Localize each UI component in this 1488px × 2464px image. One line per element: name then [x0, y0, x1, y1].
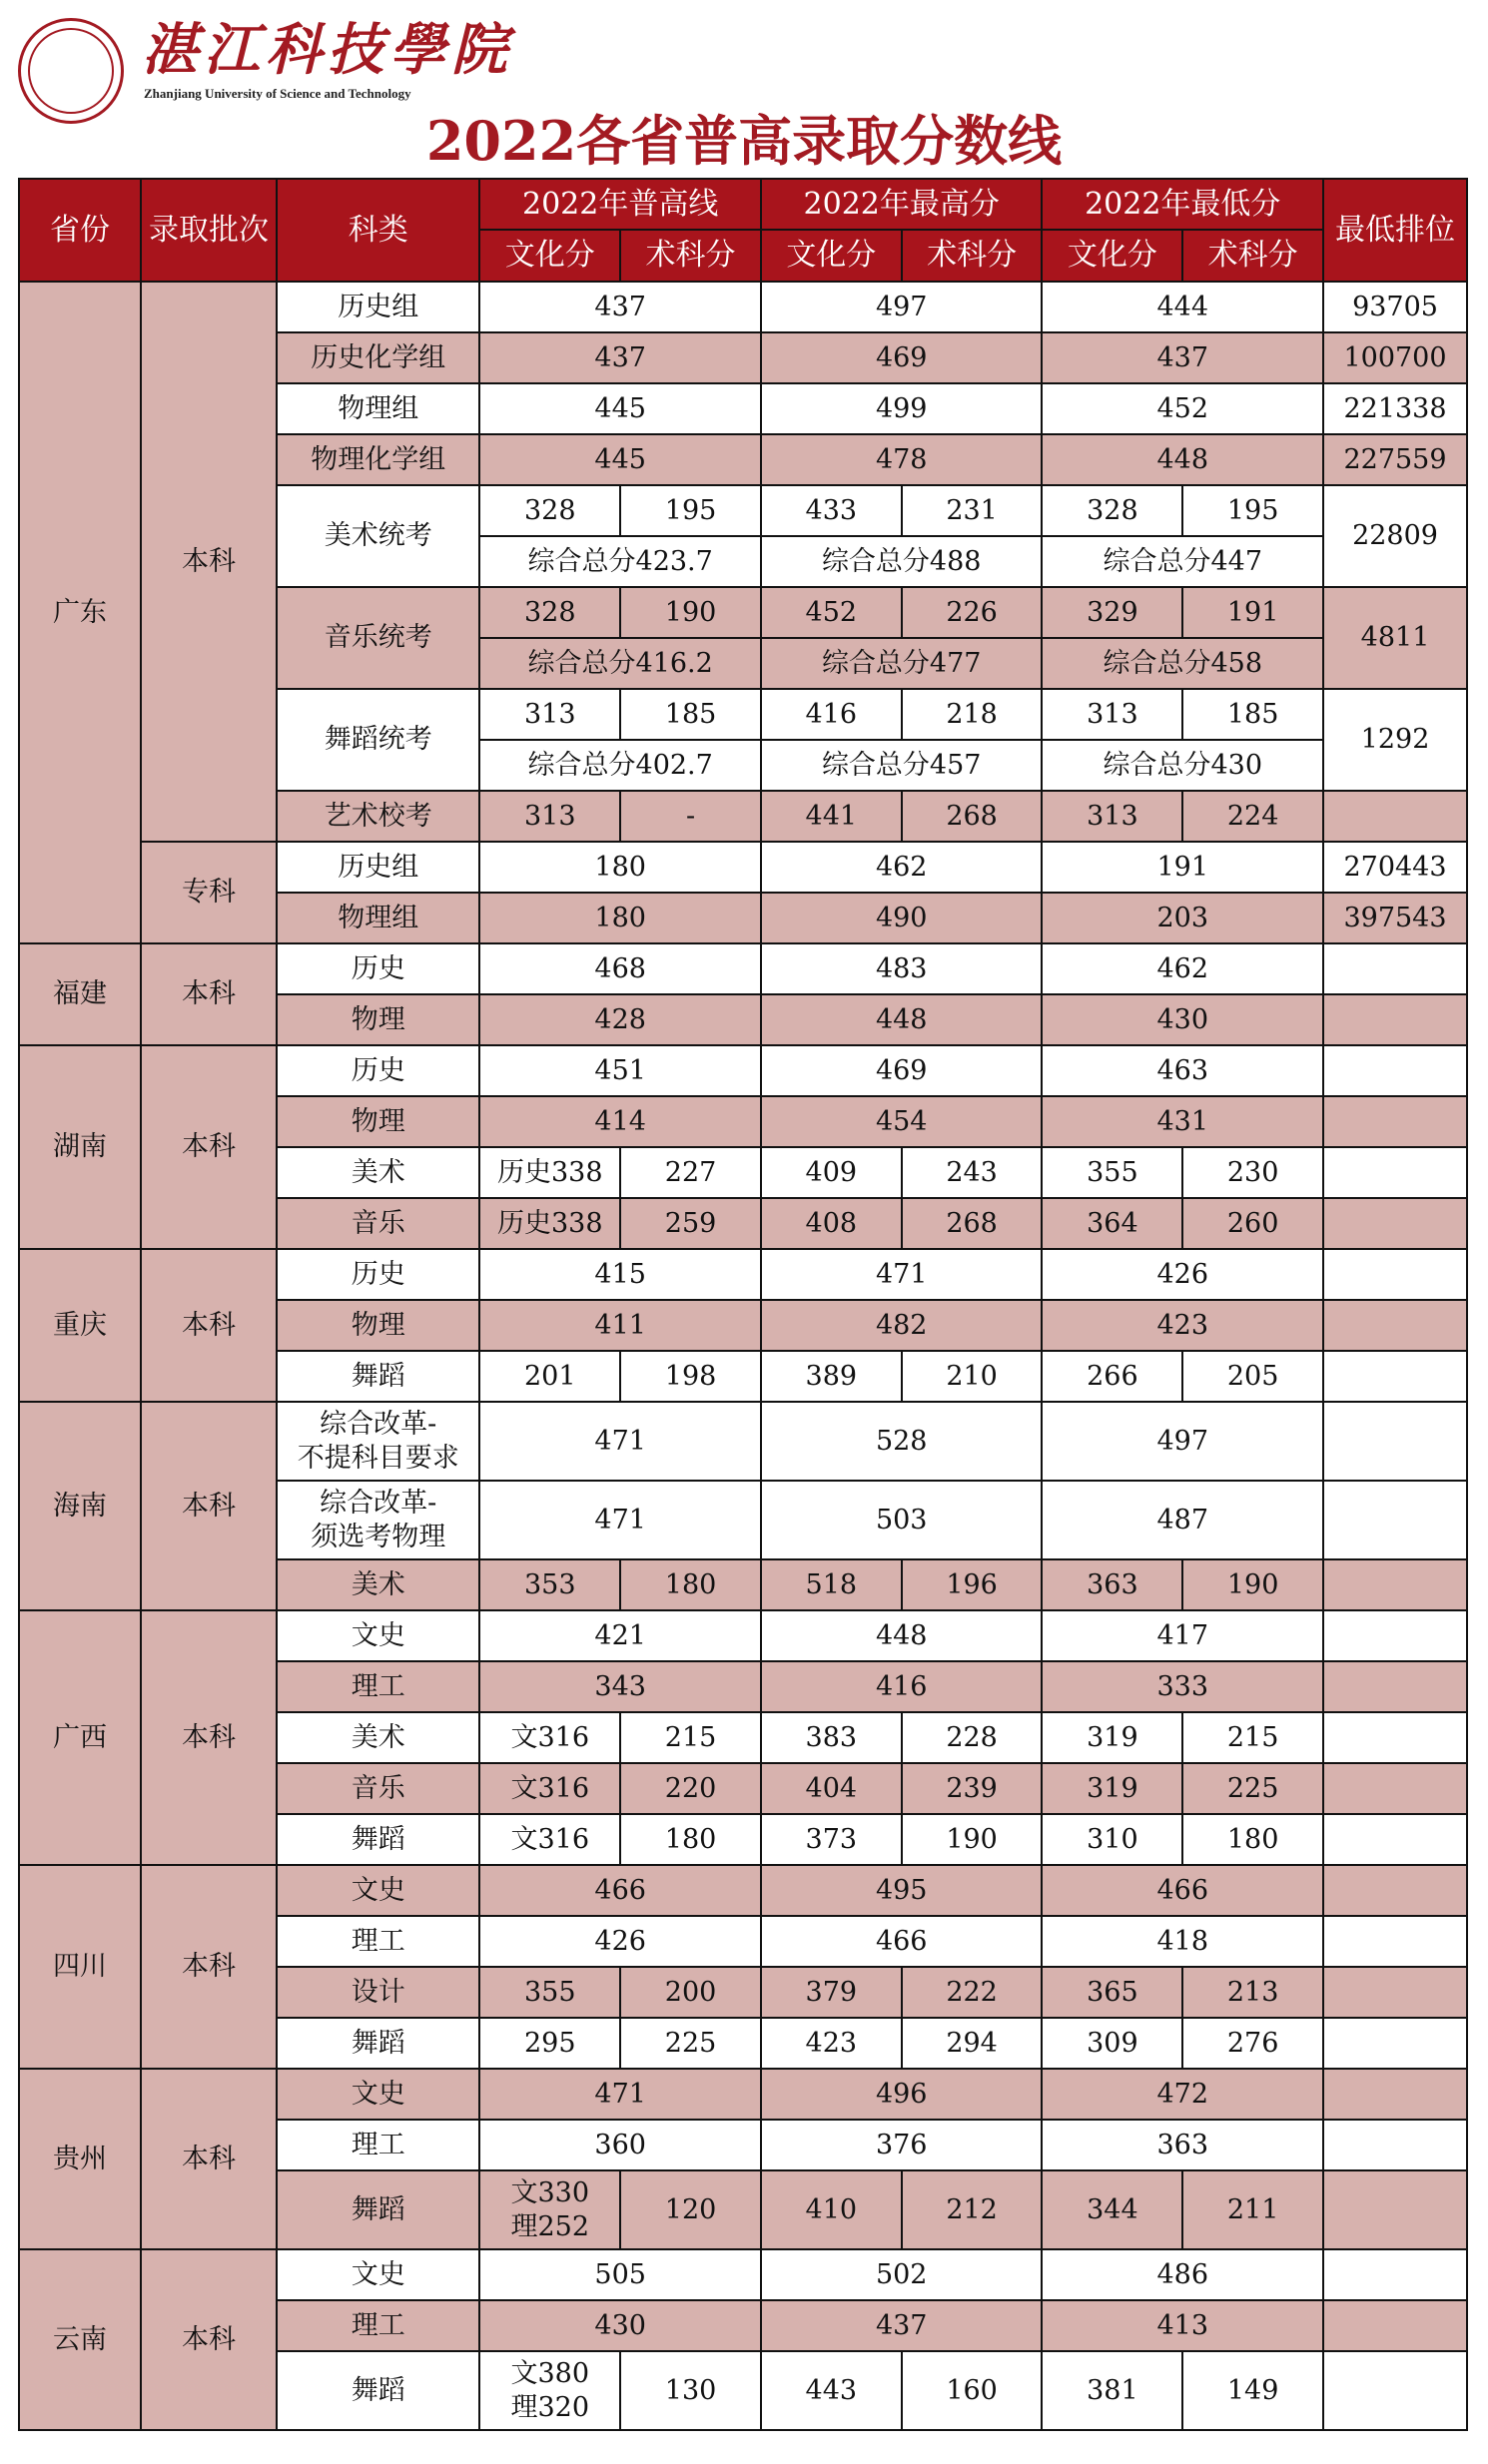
batch-cell: 本科 — [141, 943, 277, 1045]
baseline-score: 411 — [479, 1300, 761, 1351]
baseline-score: 471 — [479, 1402, 761, 1481]
highest-score: 478 — [761, 434, 1043, 485]
category-line: 不提科目要求 — [297, 1442, 459, 1474]
baseline-art: 200 — [620, 1967, 761, 2018]
baseline-culture: 历史338 — [479, 1198, 620, 1249]
category-cell: 美术 — [277, 1712, 479, 1763]
lowest-art: 185 — [1182, 689, 1323, 740]
category-cell: 音乐统考 — [277, 587, 479, 689]
lowest-score: 448 — [1042, 434, 1323, 485]
header-province: 省份 — [19, 179, 141, 282]
lowest-art: 195 — [1182, 485, 1323, 536]
province-cell: 四川 — [19, 1865, 141, 2069]
lowest-score: 437 — [1042, 332, 1323, 383]
baseline-art: 120 — [620, 2170, 761, 2249]
category-line: 综合改革- — [320, 1487, 437, 1519]
lowest-rank — [1323, 2170, 1467, 2249]
baseline-score: 421 — [479, 1610, 761, 1661]
highest-culture: 383 — [761, 1712, 902, 1763]
category-cell: 舞蹈 — [277, 2018, 479, 2069]
lowest-score: 497 — [1042, 1402, 1323, 1481]
lowest-art: 211 — [1182, 2170, 1323, 2249]
category-cell: 历史组 — [277, 282, 479, 332]
baseline-score: 471 — [479, 1481, 761, 1559]
baseline-culture — [479, 2170, 620, 2249]
lowest-rank — [1323, 943, 1467, 994]
lowest-score: 472 — [1042, 2069, 1323, 2120]
seal-ring — [28, 28, 114, 114]
lowest-score: 413 — [1042, 2300, 1323, 2351]
lowest-score: 426 — [1042, 1249, 1323, 1300]
baseline-art: 180 — [620, 1559, 761, 1610]
highest-art: 196 — [902, 1559, 1043, 1610]
highest-art: 294 — [902, 2018, 1043, 2069]
header-baseline-2022: 2022年普高线 — [479, 179, 761, 230]
lowest-rank: 100700 — [1323, 332, 1467, 383]
lowest-rank — [1323, 1351, 1467, 1402]
lowest-rank: 397543 — [1323, 893, 1467, 943]
category-cell: 舞蹈 — [277, 2351, 479, 2430]
lowest-rank — [1323, 1481, 1467, 1559]
lowest-culture: 319 — [1042, 1712, 1182, 1763]
lowest-total: 综合总分447 — [1042, 536, 1323, 587]
lowest-score: 418 — [1042, 1916, 1323, 1967]
lowest-rank — [1323, 1045, 1467, 1096]
baseline-total: 综合总分402.7 — [479, 740, 761, 791]
baseline-score: 426 — [479, 1916, 761, 1967]
lowest-culture: 310 — [1042, 1814, 1182, 1865]
lowest-rank — [1323, 994, 1467, 1045]
baseline-score: 445 — [479, 383, 761, 434]
highest-culture: 441 — [761, 791, 902, 842]
highest-art: 218 — [902, 689, 1043, 740]
highest-art: 160 — [902, 2351, 1043, 2430]
lowest-rank — [1323, 1559, 1467, 1610]
baseline-score: 415 — [479, 1249, 761, 1300]
baseline-culture: 328 — [479, 587, 620, 638]
batch-cell: 本科 — [141, 1045, 277, 1249]
lowest-rank — [1323, 2300, 1467, 2351]
category-cell: 文史 — [277, 2249, 479, 2300]
baseline-art: 215 — [620, 1712, 761, 1763]
header-art-score: 术科分 — [902, 230, 1043, 282]
baseline-art: 195 — [620, 485, 761, 536]
category-cell: 理工 — [277, 1661, 479, 1712]
lowest-rank: 93705 — [1323, 282, 1467, 332]
lowest-culture: 313 — [1042, 689, 1182, 740]
highest-culture: 373 — [761, 1814, 902, 1865]
highest-score: 499 — [761, 383, 1043, 434]
highest-art: 210 — [902, 1351, 1043, 1402]
lowest-culture: 355 — [1042, 1147, 1182, 1198]
highest-score: 466 — [761, 1916, 1043, 1967]
category-cell: 文史 — [277, 1610, 479, 1661]
highest-culture: 389 — [761, 1351, 902, 1402]
category-cell: 美术 — [277, 1559, 479, 1610]
header-lowest-2022: 2022年最低分 — [1042, 179, 1323, 230]
lowest-score: 452 — [1042, 383, 1323, 434]
lowest-art: 191 — [1182, 587, 1323, 638]
baseline-score: 180 — [479, 842, 761, 893]
baseline-art: 198 — [620, 1351, 761, 1402]
lowest-rank — [1323, 1198, 1467, 1249]
category-cell: 文史 — [277, 1865, 479, 1916]
header-art-score: 术科分 — [1182, 230, 1323, 282]
category-cell — [277, 1402, 479, 1481]
header-lowest-rank: 最低排位 — [1323, 179, 1467, 282]
highest-score: 497 — [761, 282, 1043, 332]
lowest-rank — [1323, 1712, 1467, 1763]
lowest-rank — [1323, 2120, 1467, 2170]
highest-art: 222 — [902, 1967, 1043, 2018]
batch-cell: 本科 — [141, 1865, 277, 2069]
highest-art: 268 — [902, 791, 1043, 842]
category-cell: 物理化学组 — [277, 434, 479, 485]
baseline-art: 220 — [620, 1763, 761, 1814]
baseline-culture: 文316 — [479, 1814, 620, 1865]
lowest-culture: 309 — [1042, 2018, 1182, 2069]
highest-total: 综合总分477 — [761, 638, 1043, 689]
category-line: 须选考物理 — [311, 1521, 446, 1552]
lowest-rank — [1323, 1763, 1467, 1814]
category-cell: 理工 — [277, 2120, 479, 2170]
baseline-score: 466 — [479, 1865, 761, 1916]
province-cell: 贵州 — [19, 2069, 141, 2249]
highest-score: 437 — [761, 2300, 1043, 2351]
culture-line: 文380 — [510, 2357, 590, 2389]
lowest-culture: 328 — [1042, 485, 1182, 536]
baseline-total: 综合总分423.7 — [479, 536, 761, 587]
university-english-name: Zhanjiang University of Science and Technology — [144, 86, 411, 101]
baseline-culture: 历史338 — [479, 1147, 620, 1198]
lowest-score: 417 — [1042, 1610, 1323, 1661]
highest-culture: 379 — [761, 1967, 902, 2018]
lowest-culture: 364 — [1042, 1198, 1182, 1249]
lowest-art: 149 — [1182, 2351, 1323, 2430]
lowest-rank — [1323, 2069, 1467, 2120]
batch-cell: 本科 — [141, 282, 277, 842]
lowest-culture: 365 — [1042, 1967, 1182, 2018]
lowest-rank — [1323, 1916, 1467, 1967]
baseline-score: 428 — [479, 994, 761, 1045]
batch-cell: 本科 — [141, 2069, 277, 2249]
baseline-score: 360 — [479, 2120, 761, 2170]
lowest-art: 215 — [1182, 1712, 1323, 1763]
lowest-rank: 227559 — [1323, 434, 1467, 485]
lowest-rank: 221338 — [1323, 383, 1467, 434]
lowest-rank — [1323, 1147, 1467, 1198]
baseline-culture: 文316 — [479, 1763, 620, 1814]
highest-score: 469 — [761, 1045, 1043, 1096]
lowest-rank — [1323, 1967, 1467, 2018]
highest-total: 综合总分457 — [761, 740, 1043, 791]
batch-cell: 本科 — [141, 1402, 277, 1610]
province-cell: 云南 — [19, 2249, 141, 2430]
lowest-score: 462 — [1042, 943, 1323, 994]
category-cell: 美术统考 — [277, 485, 479, 587]
category-cell: 历史组 — [277, 842, 479, 893]
lowest-culture: 266 — [1042, 1351, 1182, 1402]
category-cell: 舞蹈 — [277, 1814, 479, 1865]
highest-culture: 423 — [761, 2018, 902, 2069]
province-cell: 重庆 — [19, 1249, 141, 1402]
page-title: 2022各省普高录取分数线 — [425, 109, 1063, 173]
lowest-total: 综合总分458 — [1042, 638, 1323, 689]
category-cell: 物理 — [277, 994, 479, 1045]
lowest-culture: 363 — [1042, 1559, 1182, 1610]
category-cell: 艺术校考 — [277, 791, 479, 842]
baseline-score: 505 — [479, 2249, 761, 2300]
highest-score: 469 — [761, 332, 1043, 383]
lowest-rank: 1292 — [1323, 689, 1467, 791]
lowest-art: 260 — [1182, 1198, 1323, 1249]
lowest-score: 363 — [1042, 2120, 1323, 2170]
baseline-art: 190 — [620, 587, 761, 638]
category-cell: 历史 — [277, 943, 479, 994]
lowest-score: 203 — [1042, 893, 1323, 943]
category-cell: 物理 — [277, 1096, 479, 1147]
highest-total: 综合总分488 — [761, 536, 1043, 587]
highest-art: 268 — [902, 1198, 1043, 1249]
highest-score: 490 — [761, 893, 1043, 943]
lowest-total: 综合总分430 — [1042, 740, 1323, 791]
highest-art: 212 — [902, 2170, 1043, 2249]
lowest-rank — [1323, 1865, 1467, 1916]
category-cell: 物理组 — [277, 893, 479, 943]
lowest-rank — [1323, 791, 1467, 842]
baseline-culture: 295 — [479, 2018, 620, 2069]
lowest-art: 180 — [1182, 1814, 1323, 1865]
highest-score: 502 — [761, 2249, 1043, 2300]
university-name-logo: 湛江科技學院 — [142, 17, 513, 83]
batch-cell: 本科 — [141, 2249, 277, 2430]
culture-line: 理320 — [510, 2391, 590, 2423]
highest-art: 231 — [902, 485, 1043, 536]
page-header — [0, 0, 1488, 175]
baseline-art: - — [620, 791, 761, 842]
lowest-score: 487 — [1042, 1481, 1323, 1559]
highest-culture: 404 — [761, 1763, 902, 1814]
highest-culture: 408 — [761, 1198, 902, 1249]
province-cell: 广西 — [19, 1610, 141, 1865]
baseline-score: 451 — [479, 1045, 761, 1096]
batch-cell: 本科 — [141, 1249, 277, 1402]
highest-score: 483 — [761, 943, 1043, 994]
lowest-rank — [1323, 1661, 1467, 1712]
lowest-score: 463 — [1042, 1045, 1323, 1096]
lowest-rank — [1323, 1610, 1467, 1661]
lowest-art: 213 — [1182, 1967, 1323, 2018]
lowest-score: 444 — [1042, 282, 1323, 332]
baseline-art: 130 — [620, 2351, 761, 2430]
baseline-score: 468 — [479, 943, 761, 994]
highest-culture: 416 — [761, 689, 902, 740]
baseline-score: 180 — [479, 893, 761, 943]
lowest-score: 423 — [1042, 1300, 1323, 1351]
highest-score: 471 — [761, 1249, 1043, 1300]
baseline-art: 225 — [620, 2018, 761, 2069]
lowest-culture: 319 — [1042, 1763, 1182, 1814]
highest-score: 462 — [761, 842, 1043, 893]
lowest-rank — [1323, 1096, 1467, 1147]
category-cell: 音乐 — [277, 1198, 479, 1249]
baseline-total: 综合总分416.2 — [479, 638, 761, 689]
header-culture-score: 文化分 — [761, 230, 902, 282]
lowest-rank: 4811 — [1323, 587, 1467, 689]
category-cell: 设计 — [277, 1967, 479, 2018]
header-highest-2022: 2022年最高分 — [761, 179, 1043, 230]
highest-score: 496 — [761, 2069, 1043, 2120]
lowest-culture: 344 — [1042, 2170, 1182, 2249]
highest-score: 448 — [761, 1610, 1043, 1661]
header-category: 科类 — [277, 179, 479, 282]
province-cell: 广东 — [19, 282, 141, 943]
highest-art: 228 — [902, 1712, 1043, 1763]
category-cell: 舞蹈 — [277, 2170, 479, 2249]
header-batch: 录取批次 — [141, 179, 277, 282]
highest-score: 495 — [761, 1865, 1043, 1916]
baseline-score: 445 — [479, 434, 761, 485]
lowest-rank — [1323, 2249, 1467, 2300]
lowest-culture: 381 — [1042, 2351, 1182, 2430]
highest-score: 376 — [761, 2120, 1043, 2170]
lowest-art: 190 — [1182, 1559, 1323, 1610]
lowest-score: 466 — [1042, 1865, 1323, 1916]
highest-score: 448 — [761, 994, 1043, 1045]
lowest-score: 431 — [1042, 1096, 1323, 1147]
highest-culture: 410 — [761, 2170, 902, 2249]
lowest-score: 333 — [1042, 1661, 1323, 1712]
highest-art: 243 — [902, 1147, 1043, 1198]
lowest-score: 430 — [1042, 994, 1323, 1045]
category-cell: 文史 — [277, 2069, 479, 2120]
lowest-score: 191 — [1042, 842, 1323, 893]
lowest-rank — [1323, 1300, 1467, 1351]
baseline-score: 343 — [479, 1661, 761, 1712]
baseline-culture: 328 — [479, 485, 620, 536]
category-cell: 历史 — [277, 1045, 479, 1096]
baseline-culture: 313 — [479, 689, 620, 740]
province-cell: 湖南 — [19, 1045, 141, 1249]
baseline-culture: 353 — [479, 1559, 620, 1610]
baseline-score: 430 — [479, 2300, 761, 2351]
highest-score: 503 — [761, 1481, 1043, 1559]
lowest-score: 486 — [1042, 2249, 1323, 2300]
highest-score: 528 — [761, 1402, 1043, 1481]
baseline-culture: 文316 — [479, 1712, 620, 1763]
highest-culture: 433 — [761, 485, 902, 536]
highest-art: 239 — [902, 1763, 1043, 1814]
baseline-art: 227 — [620, 1147, 761, 1198]
category-cell: 舞蹈 — [277, 1351, 479, 1402]
baseline-art: 185 — [620, 689, 761, 740]
lowest-art: 225 — [1182, 1763, 1323, 1814]
batch-cell: 本科 — [141, 1610, 277, 1865]
lowest-rank: 22809 — [1323, 485, 1467, 587]
culture-line: 理252 — [510, 2210, 590, 2242]
lowest-rank: 270443 — [1323, 842, 1467, 893]
baseline-culture — [479, 2351, 620, 2430]
lowest-art: 224 — [1182, 791, 1323, 842]
lowest-rank — [1323, 2018, 1467, 2069]
category-cell: 舞蹈统考 — [277, 689, 479, 791]
category-cell: 物理 — [277, 1300, 479, 1351]
highest-culture: 518 — [761, 1559, 902, 1610]
highest-score: 416 — [761, 1661, 1043, 1712]
lowest-art: 205 — [1182, 1351, 1323, 1402]
category-cell — [277, 1481, 479, 1559]
batch-cell: 专科 — [141, 842, 277, 943]
highest-art: 226 — [902, 587, 1043, 638]
lowest-rank — [1323, 1249, 1467, 1300]
baseline-score: 437 — [479, 332, 761, 383]
header-culture-score: 文化分 — [1042, 230, 1182, 282]
baseline-score: 437 — [479, 282, 761, 332]
category-cell: 历史化学组 — [277, 332, 479, 383]
category-cell: 理工 — [277, 1916, 479, 1967]
culture-line: 文330 — [510, 2176, 590, 2208]
baseline-art: 180 — [620, 1814, 761, 1865]
category-cell: 美术 — [277, 1147, 479, 1198]
highest-culture: 409 — [761, 1147, 902, 1198]
lowest-culture: 329 — [1042, 587, 1182, 638]
province-cell: 海南 — [19, 1402, 141, 1610]
highest-culture: 452 — [761, 587, 902, 638]
category-line: 综合改革- — [320, 1408, 437, 1440]
lowest-art: 276 — [1182, 2018, 1323, 2069]
baseline-culture: 355 — [479, 1967, 620, 2018]
lowest-rank — [1323, 1814, 1467, 1865]
baseline-score: 471 — [479, 2069, 761, 2120]
baseline-culture: 201 — [479, 1351, 620, 1402]
lowest-rank — [1323, 2351, 1467, 2430]
category-cell: 音乐 — [277, 1763, 479, 1814]
header-art-score: 术科分 — [620, 230, 761, 282]
highest-score: 482 — [761, 1300, 1043, 1351]
header-culture-score: 文化分 — [479, 230, 620, 282]
highest-art: 190 — [902, 1814, 1043, 1865]
baseline-score: 414 — [479, 1096, 761, 1147]
baseline-art: 259 — [620, 1198, 761, 1249]
province-cell: 福建 — [19, 943, 141, 1045]
highest-score: 454 — [761, 1096, 1043, 1147]
admission-score-table — [18, 178, 1468, 2431]
lowest-art: 230 — [1182, 1147, 1323, 1198]
category-cell: 理工 — [277, 2300, 479, 2351]
category-cell: 历史 — [277, 1249, 479, 1300]
baseline-culture: 313 — [479, 791, 620, 842]
category-cell: 物理组 — [277, 383, 479, 434]
lowest-rank — [1323, 1402, 1467, 1481]
highest-culture: 443 — [761, 2351, 902, 2430]
lowest-culture: 313 — [1042, 791, 1182, 842]
